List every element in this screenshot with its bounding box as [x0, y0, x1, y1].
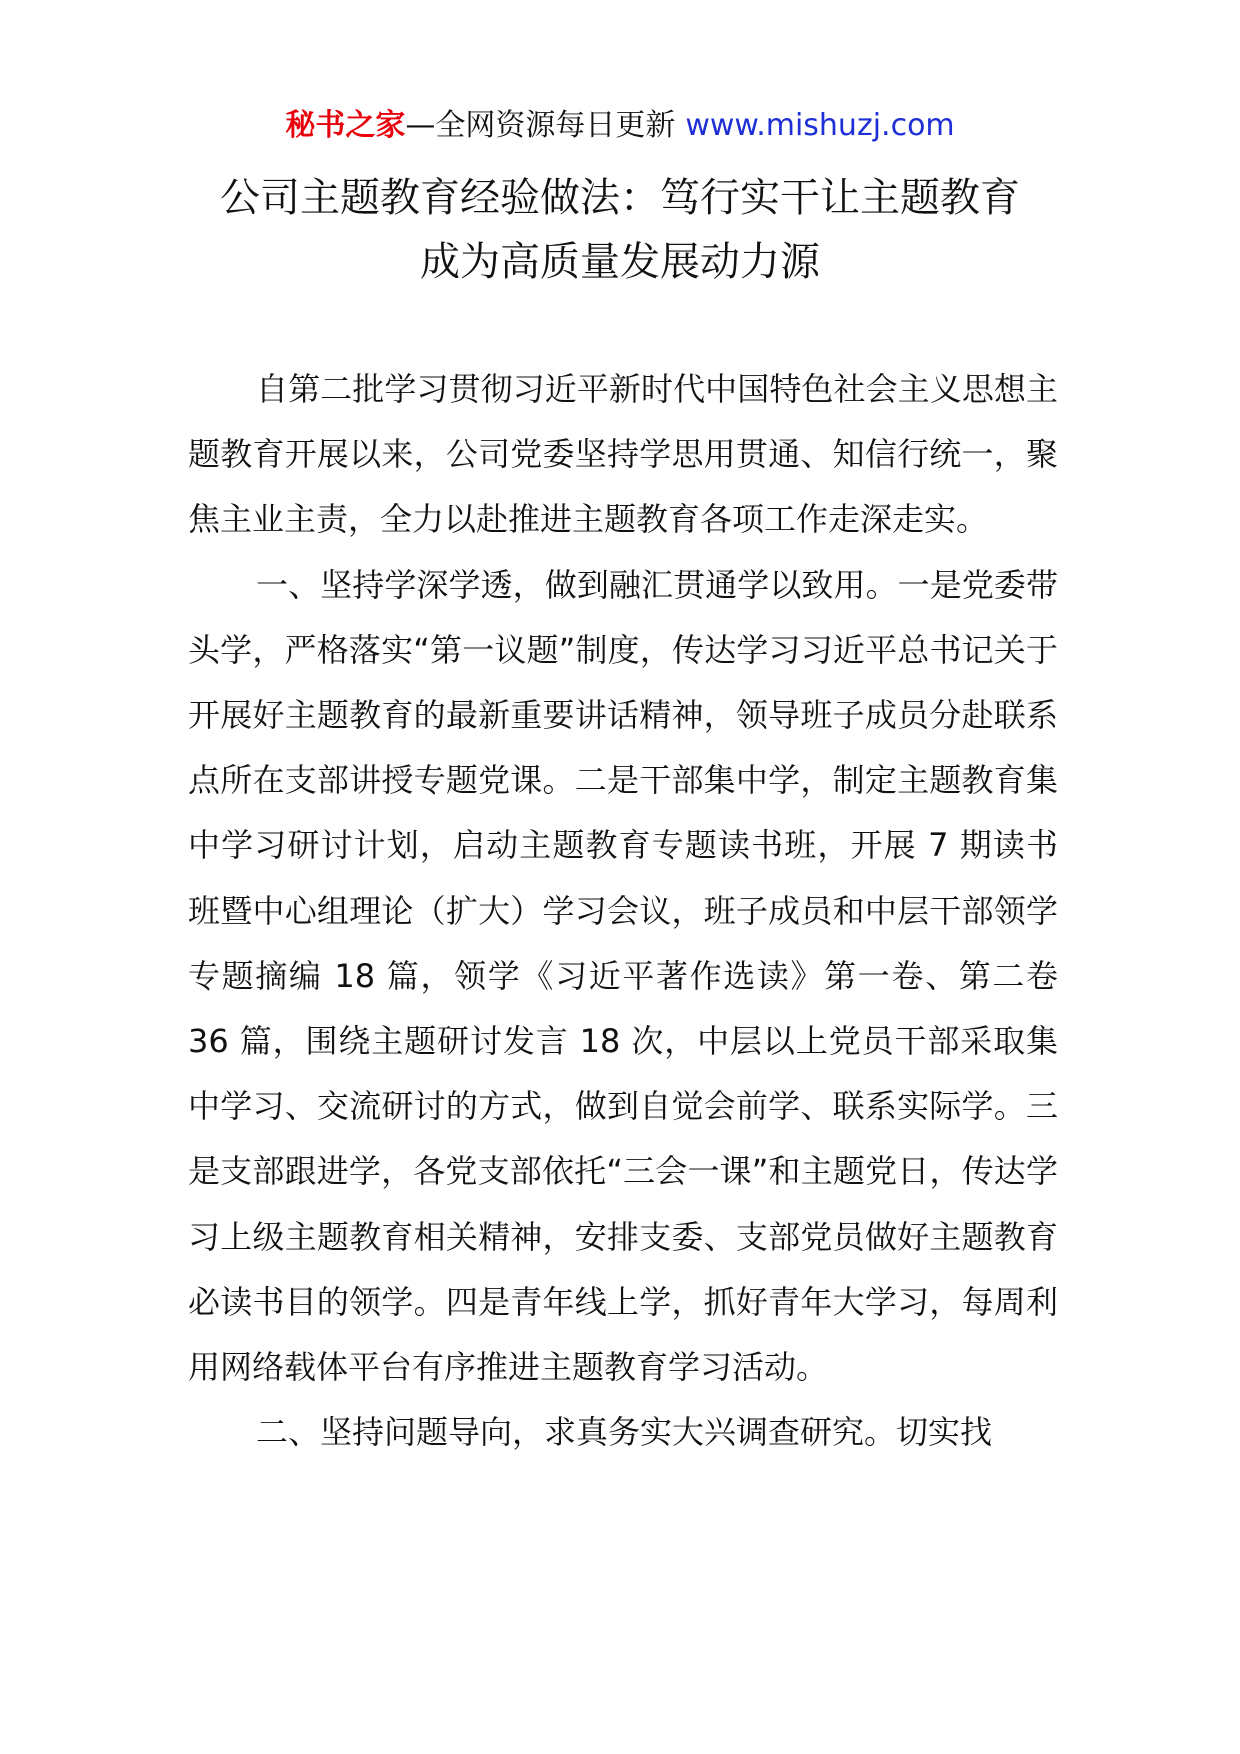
title-line-2: 成为高质量发展动力源: [420, 239, 820, 285]
header-tagline: —全网资源每日更新: [405, 108, 676, 143]
paragraph-intro: 自第二批学习贯彻习近平新时代中国特色社会主义思想主题教育开展以来，公司党委坚持学思用贯通、知信行统一，聚焦主业主责，全力以赴推进主题教育各项工作走深走实。: [188, 370, 1058, 539]
site-url-link[interactable]: www.mishuzj.com: [685, 108, 955, 143]
title-line-1: 公司主题教育经验做法：笃行实干让主题教育: [220, 175, 1020, 221]
document-body: [188, 357, 1058, 1465]
paragraph-section-2: 二、坚持问题导向，求真务实大兴调查研究。切实找: [256, 1413, 993, 1452]
brand-name: 秘书之家: [285, 108, 406, 143]
header-banner: [0, 104, 1240, 148]
paragraph-section-1: 一、坚持学深学透，做到融汇贯通学以致用。一是党委带头学，严格落实“第一议题”制度，传达学习习近平总书记关于开展好主题教育的最新重要讲话精神，领导班子成员分赴联系点所在支部讲授专题党课。二是干部集中学，制定主题教育集中学习研讨计划，启动主题教育专题读书班，开展 7 期读书班暨中心组理论（扩大）学习会议，班子成员和中层干部领学专题摘编 18 篇，领学《习近平著作选读》第一卷、第二卷 36 篇，围绕主题研讨发言 18 次，中层以上党员干部采取集中学习、交流研讨的方式，做到自觉会前学、联系实际学。三是支部跟进学，各党支部依托“三会一课”和主题党日，传达学习上级主题教育相关精神，安排支委、支部党员做好主题教育必读书目的领学。四是青年线上学，抓好青年大学习，每周利用网络载体平台有序推进主题教育学习活动。: [188, 565, 1058, 1387]
document-title: [150, 166, 1090, 294]
